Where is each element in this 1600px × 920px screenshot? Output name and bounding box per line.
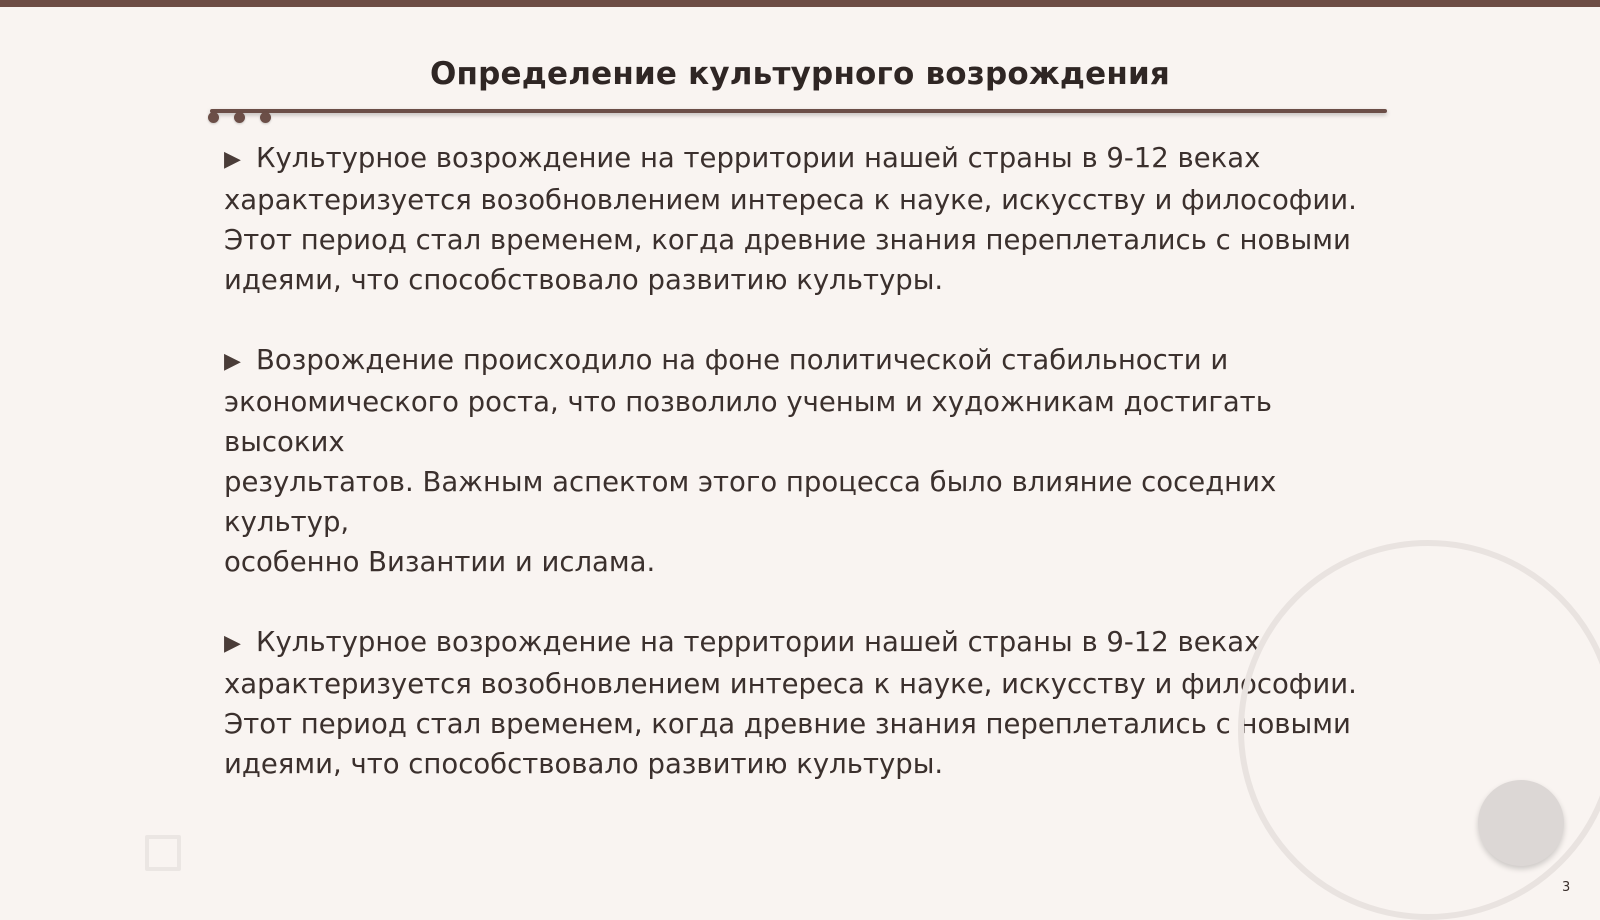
bullet-paragraph-2 — [224, 340, 1374, 582]
slide-title: Определение культурного возрождения — [429, 56, 1171, 92]
title-underline — [210, 109, 1387, 113]
page-number: 3 — [1562, 880, 1571, 895]
paragraph-line: особенно Византии и ислама. — [224, 546, 656, 578]
decorative-ring — [1238, 540, 1600, 920]
paragraph-line: экономического роста, что позволило ученым и художникам достигать высоких — [224, 386, 1272, 458]
bullet-arrow-icon: ▶ — [224, 631, 241, 656]
paragraph-line: характеризуется возобновлением интереса к науке, искусству и философии. — [224, 668, 1357, 700]
paragraph-line: Этот период стал временем, когда древние знания переплетались с новыми — [224, 708, 1351, 740]
bullet-arrow-icon: ▶ — [224, 349, 241, 374]
paragraph-line: Этот период стал временем, когда древние знания переплетались с новыми — [224, 224, 1351, 256]
bullet-paragraph-1 — [224, 138, 1374, 300]
paragraph-line: Возрождение происходило на фоне политической стабильности и — [256, 344, 1229, 376]
bullet-arrow-icon: ▶ — [224, 147, 241, 172]
slide-body — [224, 138, 1374, 824]
paragraph-line: Культурное возрождение на территории нашей страны в 9-12 веках — [256, 142, 1261, 174]
paragraph-line: Культурное возрождение на территории нашей страны в 9-12 веках — [256, 626, 1261, 658]
decorative-disk — [1478, 780, 1564, 866]
paragraph-line: результатов. Важным аспектом этого процесса было влияние соседних культур, — [224, 466, 1277, 538]
decorative-square — [145, 835, 181, 871]
paragraph-line: характеризуется возобновлением интереса к науке, искусству и философии. — [224, 184, 1357, 216]
decorative-dot — [234, 112, 245, 123]
decorative-dot — [260, 112, 271, 123]
paragraph-line: идеями, что способствовало развитию культуры. — [224, 264, 944, 296]
bullet-paragraph-3 — [224, 622, 1374, 784]
decorative-dot — [208, 112, 219, 123]
paragraph-line: идеями, что способствовало развитию культуры. — [224, 748, 944, 780]
top-accent-bar — [0, 0, 1600, 7]
